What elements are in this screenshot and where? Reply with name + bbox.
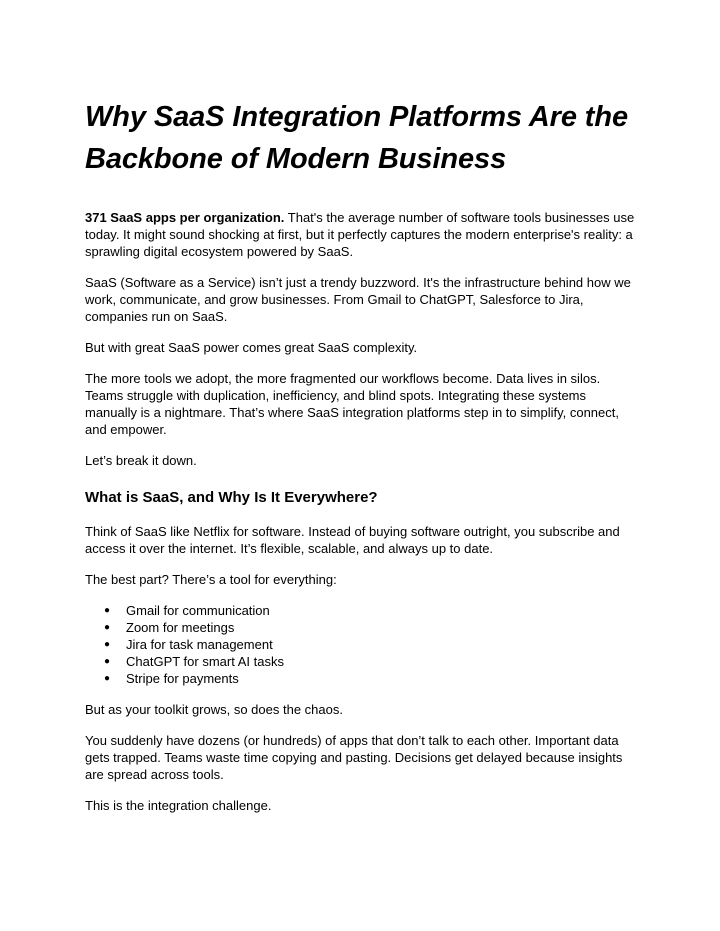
intro-text: That's the average number of software tools businesses use today. It might sound shocking at first, but it perfectly captures the modern enterprise's reality: a sprawling digital ecosystem powered by SaaS. <box>85 210 635 259</box>
list-item-text: Gmail for communication <box>126 603 270 618</box>
intro-bold-stat: 371 SaaS apps per organization. <box>85 210 285 225</box>
paragraph-integration-challenge: This is the integration challenge. <box>85 798 272 813</box>
paragraph-complexity: But with great SaaS power comes great SaaS complexity. <box>85 340 418 355</box>
document-page <box>85 96 637 814</box>
paragraph-tool-for-everything: The best part? There’s a tool for everything: <box>85 572 337 587</box>
bullet-icon: ● <box>104 622 111 633</box>
list-item <box>85 619 637 636</box>
paragraph-disconnected-apps: You suddenly have dozens (or hundreds) of apps that don’t talk to each other. Important data gets trapped. Teams waste time copying and pasting. Decisions get delayed because insights are spread across tools. <box>85 733 623 782</box>
tools-bullet-list <box>85 602 637 687</box>
list-item <box>85 602 637 619</box>
list-item <box>85 653 637 670</box>
bullet-icon: ● <box>104 673 111 684</box>
list-item <box>85 670 637 687</box>
paragraph-saas-definition: SaaS (Software as a Service) isn’t just a trendy buzzword. It's the infrastructure behind how we work, communicate, and grow businesses. From Gmail to ChatGPT, Salesforce to Jira, companies run on SaaS. <box>85 275 631 324</box>
paragraph-chaos: But as your toolkit grows, so does the chaos. <box>85 702 343 717</box>
intro-paragraph <box>85 209 637 260</box>
paragraph-fragmentation: The more tools we adopt, the more fragmented our workflows become. Data lives in silos. Teams struggle with duplication, inefficiency, and blind spots. Integrating these systems manually is a nightmare. That’s where SaaS integration platforms step in to simplify, connect, and empower. <box>85 371 619 437</box>
section-heading-what-is-saas: What is SaaS, and Why Is It Everywhere? <box>85 489 378 506</box>
bullet-icon: ● <box>104 639 111 650</box>
document-title: Why SaaS Integration Platforms Are the Backbone of Modern Business <box>85 101 629 175</box>
list-item-text: ChatGPT for smart AI tasks <box>126 654 284 669</box>
list-item-text: Zoom for meetings <box>126 620 235 635</box>
paragraph-netflix-analogy: Think of SaaS like Netflix for software. Instead of buying software outright, you subscribe and access it over the internet. It’s flexible, scalable, and always up to date. <box>85 524 620 556</box>
list-item-text: Stripe for payments <box>126 671 239 686</box>
list-item <box>85 636 637 653</box>
bullet-icon: ● <box>104 605 111 616</box>
list-item-text: Jira for task management <box>126 637 273 652</box>
paragraph-break-down: Let’s break it down. <box>85 453 197 468</box>
bullet-icon: ● <box>104 656 111 667</box>
